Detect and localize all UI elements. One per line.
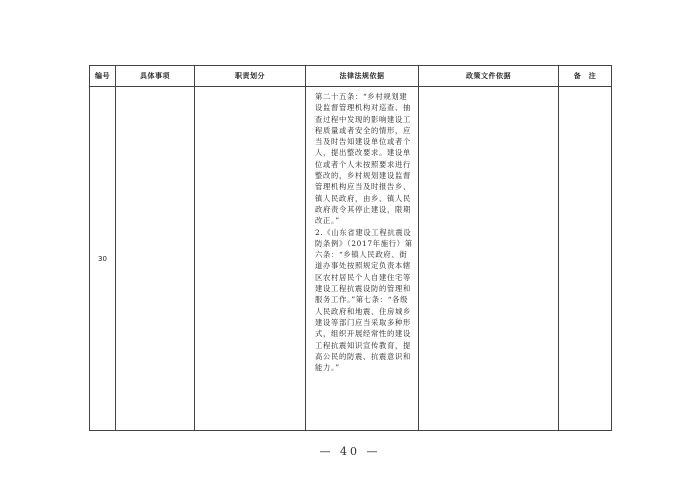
law-text-line: 设监督管理机构对巡查、抽: [315, 103, 411, 113]
law-text-line: 区农村居民个人自建住宅等: [315, 272, 411, 282]
law-text-line: 程质量或者安全的情形，应: [315, 125, 411, 135]
law-text-line: 政府责令其停止建设，限期: [315, 204, 411, 214]
row-law-basis: [306, 87, 419, 431]
law-text-line: 道办事处按照规定负责本辖: [315, 261, 411, 271]
header-policy-basis: 政策文件依据: [419, 66, 559, 87]
row-item: [116, 87, 195, 431]
law-text-line: 改正。”: [315, 216, 340, 226]
table-row: [90, 87, 612, 431]
law-text-line: 能力。”: [315, 363, 340, 373]
law-text-line: 防条例》（2017年施行）第: [315, 238, 413, 248]
responsibility-table: [89, 65, 612, 431]
law-text-line: 六条：“乡镇人民政府、街: [315, 250, 408, 260]
table-header-row: [90, 66, 612, 87]
law-text-line: 服务工作。”第七条：“各级: [315, 295, 409, 305]
header-specific-item: 具体事项: [116, 66, 195, 87]
header-number: 编号: [90, 66, 116, 87]
row-number: 30: [90, 87, 116, 431]
row-policy-basis: [419, 87, 559, 431]
law-text-line: 位或者个人未按照要求进行: [315, 159, 411, 169]
law-text-line: 整改的，乡村规划建设监督: [315, 171, 411, 181]
page-number: — 40 —: [319, 445, 381, 458]
law-text-line: 查过程中发现的影响建设工: [315, 114, 411, 124]
row-responsibility: [195, 87, 306, 431]
header-responsibility: 职责划分: [195, 66, 306, 87]
law-text-line: 人民政府和地震、住房城乡: [315, 306, 411, 316]
law-text-line: 建设等部门应当采取多种形: [315, 317, 411, 327]
header-remark: 备 注: [559, 66, 612, 87]
law-text-line: 第二十五条：“乡村规划建: [315, 92, 408, 101]
law-text: [306, 87, 418, 373]
law-text-line: 镇人民政府，由乡、镇人民: [315, 193, 411, 203]
header-law-basis: 法律法规依据: [306, 66, 419, 87]
law-text-line: 当及时告知建设单位或者个: [315, 137, 411, 147]
law-text-line: 2.《山东省建设工程抗震设: [315, 227, 412, 237]
law-text-line: 管理机构应当及时报告乡、: [315, 182, 411, 192]
law-text-line: 人，提出整改要求。建设单: [315, 148, 411, 158]
law-text-line: 高公民的防震、抗震意识和: [315, 351, 411, 361]
law-text-line: 式，组织开展经常性的建设: [315, 329, 411, 339]
law-text-line: 建设工程抗震设防的管理和: [315, 284, 411, 294]
row-remark: [559, 87, 612, 431]
law-text-line: 工程抗震知识宣传教育，提: [315, 340, 411, 350]
